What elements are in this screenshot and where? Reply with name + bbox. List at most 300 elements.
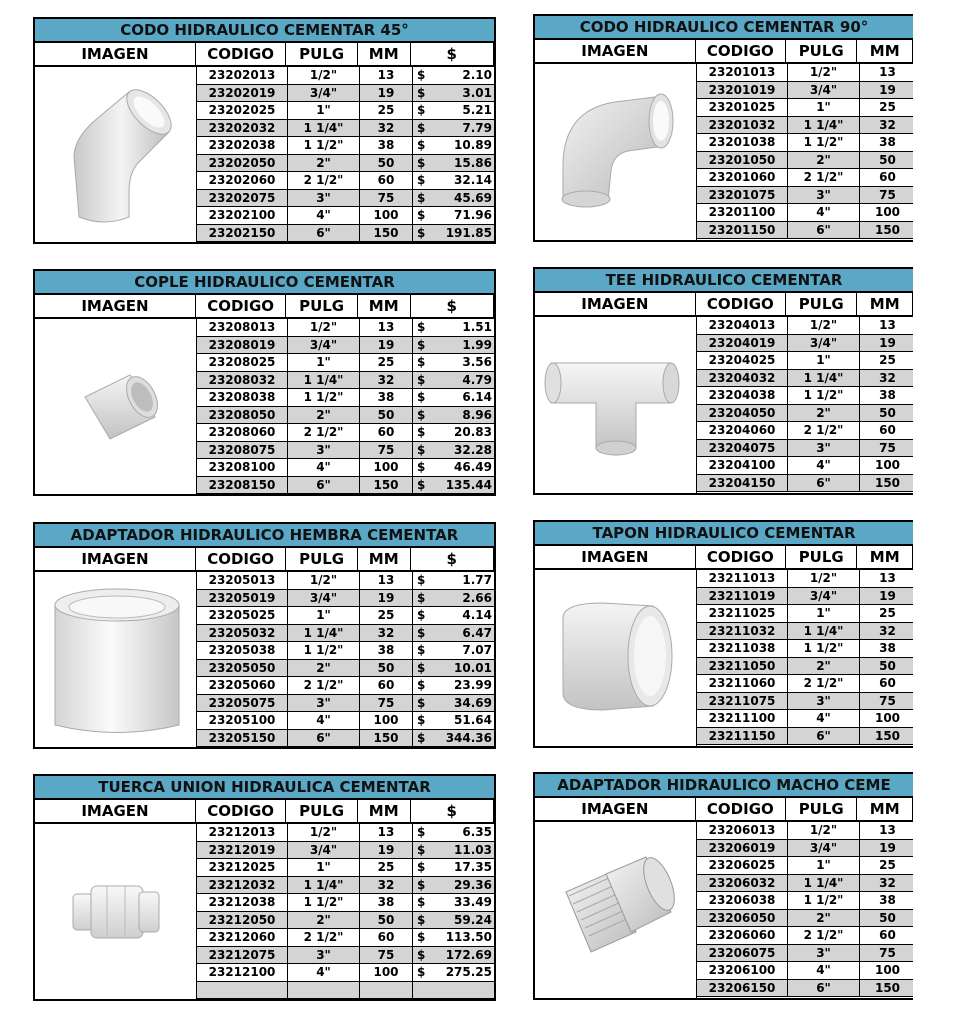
mm-cell: 13 xyxy=(360,67,413,84)
table-row xyxy=(197,859,496,877)
pulg-cell: 1" xyxy=(788,99,860,116)
mm-cell xyxy=(360,982,413,999)
pulg-cell: 6" xyxy=(288,730,360,747)
price-value: 17.35 xyxy=(454,860,492,874)
price-value: 135.44 xyxy=(445,477,492,492)
price-cell xyxy=(413,730,496,747)
table-row xyxy=(197,912,496,930)
table-row xyxy=(197,894,496,912)
pulg-cell: 3/4" xyxy=(788,82,860,99)
mm-cell: 60 xyxy=(860,169,913,186)
pulg-cell: 1 1/2" xyxy=(288,894,360,911)
table-row xyxy=(697,64,913,82)
codigo-cell: 23201019 xyxy=(697,82,788,99)
price-cell xyxy=(413,947,496,964)
codigo-cell: 23202100 xyxy=(197,207,288,224)
price-cell xyxy=(413,660,496,677)
table-row xyxy=(197,947,496,965)
price-cell xyxy=(413,225,496,242)
currency-symbol: $ xyxy=(417,407,426,422)
pulg-cell: 1" xyxy=(288,859,360,876)
price-value: 20.83 xyxy=(454,425,492,439)
table-title: ADAPTADOR HIDRAULICO MACHO CEME xyxy=(535,774,913,798)
table-rows xyxy=(197,572,496,747)
pulg-cell: 1" xyxy=(288,354,360,371)
codigo-cell: 23205100 xyxy=(197,712,288,729)
mm-cell: 60 xyxy=(360,172,413,189)
table-row xyxy=(697,475,913,493)
pulg-cell: 1" xyxy=(788,605,860,622)
mm-cell: 13 xyxy=(360,824,413,841)
codigo-cell: 23204100 xyxy=(697,457,788,474)
pulg-cell: 1 1/2" xyxy=(788,387,860,404)
price-value: 113.50 xyxy=(445,930,492,944)
table-row xyxy=(697,857,913,875)
price-value: 23.99 xyxy=(454,678,492,692)
price-value: 10.01 xyxy=(454,660,492,675)
table-row xyxy=(697,945,913,963)
price-value: 191.85 xyxy=(445,225,492,240)
currency-symbol: $ xyxy=(417,477,426,492)
pulg-cell: 1/2" xyxy=(288,824,360,841)
currency-symbol: $ xyxy=(417,608,426,622)
codigo-cell: 23208038 xyxy=(197,389,288,406)
table-row xyxy=(197,207,496,225)
table-row xyxy=(197,85,496,103)
mm-cell: 60 xyxy=(360,677,413,694)
price-value: 34.69 xyxy=(454,695,492,710)
table-row xyxy=(197,929,496,947)
table-rows xyxy=(697,822,913,998)
mm-cell: 75 xyxy=(360,442,413,459)
mm-cell: 100 xyxy=(860,204,913,221)
mm-cell: 38 xyxy=(360,389,413,406)
currency-symbol: $ xyxy=(417,625,426,640)
codigo-cell: 23206075 xyxy=(697,945,788,962)
table-row xyxy=(197,982,496,1000)
table-row xyxy=(697,570,913,588)
codigo-cell: 23205019 xyxy=(197,590,288,607)
codigo-cell: 23204025 xyxy=(697,352,788,369)
codigo-cell: 23205075 xyxy=(197,695,288,712)
price-cell xyxy=(413,407,496,424)
table-header: IMAGEN CODIGO PULG MM xyxy=(535,293,913,317)
table-row xyxy=(197,964,496,982)
pulg-cell: 2" xyxy=(288,912,360,929)
pulg-cell: 3/4" xyxy=(288,842,360,859)
mm-cell: 100 xyxy=(860,710,913,727)
table-rows xyxy=(197,824,496,999)
table-row xyxy=(197,590,496,608)
pulg-cell: 1 1/4" xyxy=(788,623,860,640)
table-rows xyxy=(697,64,913,240)
mm-cell: 19 xyxy=(860,82,913,99)
pulg-cell: 2 1/2" xyxy=(788,422,860,439)
price-cell xyxy=(413,85,496,102)
codigo-cell: 23201060 xyxy=(697,169,788,186)
mm-cell: 60 xyxy=(360,424,413,441)
price-cell xyxy=(413,894,496,911)
pulg-cell: 1" xyxy=(288,102,360,119)
mm-cell: 60 xyxy=(860,675,913,692)
table-row xyxy=(697,640,913,658)
pulg-cell: 2 1/2" xyxy=(288,424,360,441)
price-cell xyxy=(413,102,496,119)
currency-symbol: $ xyxy=(417,173,426,187)
mm-cell: 150 xyxy=(860,222,913,239)
pulg-cell: 2" xyxy=(288,155,360,172)
table-row xyxy=(697,117,913,135)
pulg-cell: 1 1/2" xyxy=(788,134,860,151)
codigo-cell: 23208019 xyxy=(197,337,288,354)
table-row xyxy=(197,642,496,660)
mm-cell: 100 xyxy=(360,207,413,224)
price-cell xyxy=(413,372,496,389)
table-codo-45 xyxy=(33,17,496,244)
pulg-cell: 6" xyxy=(788,728,860,745)
mm-cell: 50 xyxy=(360,155,413,172)
table-row xyxy=(197,877,496,895)
mm-cell: 150 xyxy=(860,980,913,997)
table-row xyxy=(197,120,496,138)
pulg-cell: 1/2" xyxy=(288,67,360,84)
table-row xyxy=(697,927,913,945)
table-row xyxy=(697,335,913,353)
pulg-cell: 1 1/2" xyxy=(288,137,360,154)
mm-cell: 25 xyxy=(360,102,413,119)
pulg-cell: 4" xyxy=(288,712,360,729)
price-value: 1.77 xyxy=(462,573,492,587)
mm-cell: 25 xyxy=(360,607,413,624)
table-rows xyxy=(197,67,496,242)
product-image xyxy=(35,824,197,999)
table-adaptador-macho xyxy=(533,772,913,1000)
price-cell xyxy=(413,842,496,859)
table-row xyxy=(697,693,913,711)
codigo-cell: 23212060 xyxy=(197,929,288,946)
price-cell xyxy=(413,172,496,189)
pulg-cell: 2" xyxy=(788,152,860,169)
pulg-cell: 1 1/4" xyxy=(288,120,360,137)
currency-symbol: $ xyxy=(417,842,426,857)
pulg-cell: 6" xyxy=(788,475,860,492)
mm-cell: 100 xyxy=(360,459,413,476)
mm-cell: 19 xyxy=(360,590,413,607)
tee-icon xyxy=(541,343,691,463)
price-value: 45.69 xyxy=(454,190,492,205)
pulg-cell: 3" xyxy=(288,442,360,459)
price-value: 344.36 xyxy=(445,730,492,745)
price-cell xyxy=(413,712,496,729)
codigo-cell: 23205150 xyxy=(197,730,288,747)
table-row xyxy=(197,337,496,355)
table-row xyxy=(197,712,496,730)
mm-cell: 25 xyxy=(860,352,913,369)
mm-cell: 38 xyxy=(860,640,913,657)
price-value: 71.96 xyxy=(454,208,492,222)
table-row xyxy=(697,588,913,606)
pulg-cell: 1 1/2" xyxy=(788,640,860,657)
mm-cell: 150 xyxy=(860,728,913,745)
pulg-cell: 6" xyxy=(788,222,860,239)
price-cell xyxy=(413,625,496,642)
codigo-cell: 23211019 xyxy=(697,588,788,605)
table-row xyxy=(697,910,913,928)
codigo-cell: 23204150 xyxy=(697,475,788,492)
coupling-icon xyxy=(75,367,165,447)
table-row xyxy=(697,187,913,205)
table-row xyxy=(697,980,913,998)
pulg-cell: 1 1/2" xyxy=(788,892,860,909)
mm-cell: 75 xyxy=(860,945,913,962)
currency-symbol: $ xyxy=(417,225,426,240)
table-header: IMAGEN CODIGO PULG MM xyxy=(535,40,913,64)
price-value: 6.14 xyxy=(462,390,492,404)
mm-cell: 19 xyxy=(860,335,913,352)
pulg-cell: 2" xyxy=(288,660,360,677)
price-value: 33.49 xyxy=(454,895,492,909)
price-cell xyxy=(413,642,496,659)
pulg-cell: 3" xyxy=(288,190,360,207)
codigo-cell: 23212025 xyxy=(197,859,288,876)
codigo-cell: 23211060 xyxy=(697,675,788,692)
codigo-cell: 23201100 xyxy=(697,204,788,221)
mm-cell: 60 xyxy=(360,929,413,946)
mm-cell: 38 xyxy=(860,892,913,909)
mm-cell: 25 xyxy=(360,354,413,371)
table-row xyxy=(697,675,913,693)
codigo-cell xyxy=(197,982,288,999)
pulg-cell: 1 1/4" xyxy=(288,372,360,389)
union-nut-icon xyxy=(67,872,167,952)
pulg-cell: 4" xyxy=(788,962,860,979)
pulg-cell: 4" xyxy=(788,457,860,474)
codigo-cell: 23206019 xyxy=(697,840,788,857)
pulg-cell: 6" xyxy=(288,477,360,494)
mm-cell: 50 xyxy=(860,910,913,927)
mm-cell: 19 xyxy=(360,842,413,859)
currency-symbol: $ xyxy=(417,678,426,692)
cap-icon xyxy=(553,598,683,718)
mm-cell: 13 xyxy=(860,822,913,839)
currency-symbol: $ xyxy=(417,120,426,135)
pulg-cell: 3/4" xyxy=(788,840,860,857)
mm-cell: 13 xyxy=(360,319,413,336)
codigo-cell: 23204075 xyxy=(697,440,788,457)
table-title: TAPON HIDRAULICO CEMENTAR xyxy=(535,522,913,546)
codigo-cell: 23205060 xyxy=(197,677,288,694)
table-tuerca-union xyxy=(33,774,496,1001)
table-row xyxy=(197,677,496,695)
codigo-cell: 23206060 xyxy=(697,927,788,944)
codigo-cell: 23208013 xyxy=(197,319,288,336)
codigo-cell: 23208075 xyxy=(197,442,288,459)
pulg-cell: 3" xyxy=(288,695,360,712)
price-value: 4.79 xyxy=(462,372,492,387)
pulg-cell: 1 1/4" xyxy=(788,117,860,134)
codigo-cell: 23201032 xyxy=(697,117,788,134)
table-title: COPLE HIDRAULICO CEMENTAR xyxy=(35,271,494,295)
price-cell xyxy=(413,354,496,371)
currency-symbol: $ xyxy=(417,573,426,587)
pulg-cell: 1 1/4" xyxy=(788,875,860,892)
table-rows xyxy=(197,319,496,494)
table-row xyxy=(197,424,496,442)
mm-cell: 32 xyxy=(860,623,913,640)
pulg-cell: 6" xyxy=(288,225,360,242)
price-value: 46.49 xyxy=(454,460,492,474)
pulg-cell: 2 1/2" xyxy=(288,677,360,694)
table-row xyxy=(197,572,496,590)
table-row xyxy=(697,317,913,335)
codigo-cell: 23201075 xyxy=(697,187,788,204)
codigo-cell: 23204019 xyxy=(697,335,788,352)
pulg-cell: 4" xyxy=(288,459,360,476)
codigo-cell: 23205025 xyxy=(197,607,288,624)
table-row xyxy=(197,824,496,842)
mm-cell: 25 xyxy=(360,859,413,876)
price-value: 32.14 xyxy=(454,173,492,187)
price-value: 4.14 xyxy=(462,608,492,622)
table-tapon xyxy=(533,520,913,748)
currency-symbol: $ xyxy=(417,190,426,205)
currency-symbol: $ xyxy=(417,138,426,152)
pulg-cell: 1/2" xyxy=(788,317,860,334)
currency-symbol: $ xyxy=(417,390,426,404)
codigo-cell: 23202025 xyxy=(197,102,288,119)
price-value: 11.03 xyxy=(454,842,492,857)
price-cell xyxy=(413,607,496,624)
codigo-cell: 23204050 xyxy=(697,405,788,422)
codigo-cell: 23202060 xyxy=(197,172,288,189)
mm-cell: 19 xyxy=(860,588,913,605)
mm-cell: 32 xyxy=(360,877,413,894)
table-row xyxy=(697,892,913,910)
price-cell xyxy=(413,207,496,224)
product-image xyxy=(535,570,697,746)
mm-cell: 25 xyxy=(860,99,913,116)
pulg-cell: 3/4" xyxy=(288,85,360,102)
table-row xyxy=(697,623,913,641)
currency-symbol: $ xyxy=(417,730,426,745)
pulg-cell: 2" xyxy=(788,405,860,422)
price-value: 6.35 xyxy=(462,825,492,839)
mm-cell: 32 xyxy=(860,370,913,387)
currency-symbol: $ xyxy=(417,425,426,439)
table-row xyxy=(697,169,913,187)
table-row xyxy=(197,137,496,155)
table-header: IMAGEN CODIGO PULG MM $ xyxy=(35,43,494,67)
pulg-cell: 3/4" xyxy=(288,337,360,354)
codigo-cell: 23202019 xyxy=(197,85,288,102)
price-cell xyxy=(413,695,496,712)
codigo-cell: 23212013 xyxy=(197,824,288,841)
table-row xyxy=(697,352,913,370)
pulg-cell: 4" xyxy=(288,964,360,981)
product-image xyxy=(35,572,197,747)
mm-cell: 100 xyxy=(860,457,913,474)
elbow-90-icon xyxy=(553,86,683,216)
table-row xyxy=(697,99,913,117)
mm-cell: 150 xyxy=(360,225,413,242)
codigo-cell: 23211100 xyxy=(697,710,788,727)
table-row xyxy=(197,730,496,748)
price-cell xyxy=(413,824,496,841)
codigo-cell: 23211150 xyxy=(697,728,788,745)
currency-symbol: $ xyxy=(417,825,426,839)
mm-cell: 50 xyxy=(860,405,913,422)
female-adapter-icon xyxy=(47,580,187,740)
currency-symbol: $ xyxy=(417,460,426,474)
pulg-cell: 4" xyxy=(288,207,360,224)
pulg-cell: 2" xyxy=(788,658,860,675)
table-title: TEE HIDRAULICO CEMENTAR xyxy=(535,269,913,293)
price-cell xyxy=(413,442,496,459)
currency-symbol: $ xyxy=(417,442,426,457)
codigo-cell: 23212038 xyxy=(197,894,288,911)
table-rows xyxy=(697,317,913,493)
mm-cell: 19 xyxy=(360,85,413,102)
price-cell xyxy=(413,859,496,876)
price-cell xyxy=(413,912,496,929)
pulg-cell: 2 1/2" xyxy=(788,169,860,186)
mm-cell: 19 xyxy=(360,337,413,354)
price-value: 51.64 xyxy=(454,713,492,727)
table-row xyxy=(697,962,913,980)
codigo-cell: 23206038 xyxy=(697,892,788,909)
table-title: CODO HIDRAULICO CEMENTAR 90° xyxy=(535,16,913,40)
mm-cell: 13 xyxy=(860,317,913,334)
product-image xyxy=(535,317,697,493)
codigo-cell: 23202075 xyxy=(197,190,288,207)
mm-cell: 38 xyxy=(360,894,413,911)
mm-cell: 75 xyxy=(860,440,913,457)
price-value: 275.25 xyxy=(445,965,492,979)
table-row xyxy=(697,440,913,458)
currency-symbol: $ xyxy=(417,895,426,909)
codigo-cell: 23208050 xyxy=(197,407,288,424)
price-value: 5.21 xyxy=(462,103,492,117)
mm-cell: 75 xyxy=(860,187,913,204)
table-row xyxy=(197,354,496,372)
table-row xyxy=(697,605,913,623)
elbow-45-icon xyxy=(59,87,179,227)
currency-symbol: $ xyxy=(417,912,426,927)
codigo-cell: 23202150 xyxy=(197,225,288,242)
price-cell xyxy=(413,319,496,336)
price-cell xyxy=(413,337,496,354)
table-row xyxy=(697,840,913,858)
pulg-cell: 3" xyxy=(788,440,860,457)
pulg-cell: 3" xyxy=(288,947,360,964)
codigo-cell: 23205032 xyxy=(197,625,288,642)
pulg-cell: 1/2" xyxy=(288,572,360,589)
mm-cell: 32 xyxy=(360,120,413,137)
mm-cell: 13 xyxy=(360,572,413,589)
table-title: ADAPTADOR HIDRAULICO HEMBRA CEMENTAR xyxy=(35,524,494,548)
codigo-cell: 23211025 xyxy=(697,605,788,622)
table-row xyxy=(697,875,913,893)
price-cell xyxy=(413,120,496,137)
pulg-cell: 6" xyxy=(788,980,860,997)
mm-cell: 32 xyxy=(360,625,413,642)
price-cell xyxy=(413,389,496,406)
product-image xyxy=(535,822,697,998)
codigo-cell: 23202038 xyxy=(197,137,288,154)
pulg-cell: 2 1/2" xyxy=(288,929,360,946)
pulg-cell: 1/2" xyxy=(788,570,860,587)
mm-cell: 32 xyxy=(860,875,913,892)
